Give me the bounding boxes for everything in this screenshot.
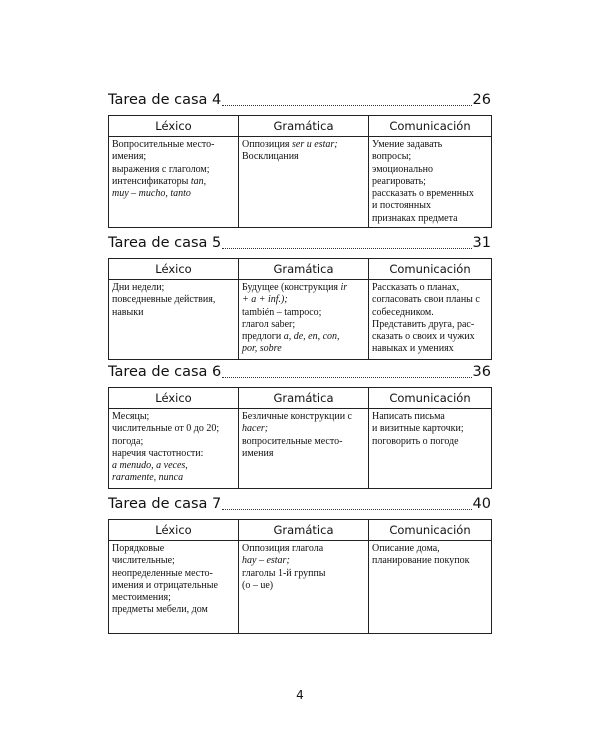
section-title: Tarea de casa 5 bbox=[108, 235, 222, 251]
cell-line bbox=[112, 411, 236, 423]
cell-line bbox=[112, 139, 236, 151]
content-table bbox=[108, 387, 492, 489]
cell-text: погода; bbox=[112, 435, 144, 447]
cell-line bbox=[372, 176, 489, 188]
cell-line bbox=[372, 294, 489, 306]
cell-text: Оппозиция bbox=[242, 139, 293, 150]
cell-text: и постоянных bbox=[372, 200, 431, 212]
cell-text: Написать письма bbox=[372, 411, 445, 422]
cell-line bbox=[242, 151, 366, 163]
cell-line bbox=[372, 164, 489, 176]
cell-text: реагировать; bbox=[372, 175, 426, 187]
cell-line bbox=[372, 555, 489, 567]
cell-line bbox=[242, 580, 366, 592]
cell-lexico bbox=[109, 280, 239, 360]
cell-line bbox=[112, 176, 236, 188]
section-heading bbox=[108, 362, 491, 382]
header-comunicacion: Comunicación bbox=[369, 388, 492, 409]
cell-text: предметы мебели, дом bbox=[112, 604, 208, 616]
cell-line bbox=[112, 448, 236, 460]
cell-text: и визитные карточки; bbox=[372, 423, 464, 435]
cell-line bbox=[372, 331, 489, 343]
leader-dots bbox=[222, 508, 471, 510]
section-title: Tarea de casa 7 bbox=[108, 496, 222, 512]
cell-text: Порядковые bbox=[112, 543, 165, 554]
cell-line bbox=[242, 568, 366, 580]
cell-text: рассказать о временных bbox=[372, 188, 474, 200]
cell-gramatica bbox=[239, 409, 369, 489]
cell-line bbox=[112, 568, 236, 580]
cell-text: Месяцы; bbox=[112, 411, 150, 422]
cell-text: Будущее (конструкция bbox=[242, 282, 341, 293]
cell-comunicacion bbox=[369, 541, 492, 634]
cell-text: (o – ue) bbox=[242, 579, 274, 591]
cell-italic-text: hay – estar; bbox=[242, 555, 290, 567]
cell-text: числительные от 0 до 20; bbox=[112, 423, 220, 435]
cell-line bbox=[112, 307, 236, 319]
section-page: 40 bbox=[472, 496, 491, 512]
cell-line bbox=[372, 423, 489, 435]
cell-text: сказать о своих и чужих bbox=[372, 331, 475, 343]
header-comunicacion: Comunicación bbox=[369, 520, 492, 541]
cell-text: Вопросительные место- bbox=[112, 139, 215, 150]
cell-text: Безличные конструкции с bbox=[242, 411, 352, 422]
cell-line bbox=[112, 423, 236, 435]
cell-line bbox=[112, 460, 236, 472]
cell-text: Оппозиция глагола bbox=[242, 543, 324, 554]
cell-line bbox=[112, 592, 236, 604]
cell-line bbox=[372, 307, 489, 319]
cell-line bbox=[242, 423, 366, 435]
header-lexico: Léxico bbox=[109, 116, 239, 137]
cell-text: навыках и умениях bbox=[372, 343, 454, 355]
cell-text: Дни недели; bbox=[112, 282, 165, 293]
header-gramatica: Gramática bbox=[239, 116, 369, 137]
cell-text: собеседником. bbox=[372, 306, 434, 318]
header-comunicacion: Comunicación bbox=[369, 259, 492, 280]
cell-text: вопросительные место- bbox=[242, 435, 343, 447]
cell-line bbox=[112, 472, 236, 484]
header-gramatica: Gramática bbox=[239, 259, 369, 280]
cell-text: вопросы; bbox=[372, 151, 412, 163]
cell-italic-text: muy – mucho, tanto bbox=[112, 188, 191, 200]
cell-line bbox=[372, 151, 489, 163]
cell-gramatica bbox=[239, 137, 369, 228]
cell-italic-text: + a + inf.); bbox=[242, 294, 288, 306]
cell-text: навыки bbox=[112, 306, 144, 318]
cell-line bbox=[112, 436, 236, 448]
leader-dots bbox=[222, 376, 471, 378]
cell-line bbox=[242, 436, 366, 448]
cell-text: признаках предмета bbox=[372, 212, 458, 224]
cell-line bbox=[372, 188, 489, 200]
cell-lexico bbox=[109, 409, 239, 489]
cell-italic-text: a menudo, a veces, bbox=[112, 460, 188, 472]
cell-comunicacion bbox=[369, 137, 492, 228]
cell-line bbox=[112, 294, 236, 306]
header-gramatica: Gramática bbox=[239, 388, 369, 409]
cell-line bbox=[242, 282, 366, 294]
cell-line bbox=[242, 331, 366, 343]
cell-line bbox=[372, 543, 489, 555]
cell-line bbox=[242, 543, 366, 555]
cell-line bbox=[372, 200, 489, 212]
cell-italic-text: raramente, nunca bbox=[112, 472, 184, 484]
cell-text: Описание дома, bbox=[372, 543, 440, 554]
content-table bbox=[108, 115, 492, 228]
cell-italic-text: ser u estar; bbox=[292, 139, 338, 150]
leader-dots bbox=[222, 247, 471, 249]
section-page: 36 bbox=[472, 364, 491, 380]
cell-text: también – tampoco; bbox=[242, 306, 322, 318]
cell-line bbox=[372, 411, 489, 423]
cell-text: местоимения; bbox=[112, 592, 171, 604]
section-title: Tarea de casa 6 bbox=[108, 364, 222, 380]
section-heading bbox=[108, 233, 491, 253]
cell-text: Представить друга, рас- bbox=[372, 318, 475, 330]
cell-text: имения и отрицательные bbox=[112, 579, 218, 591]
cell-text: глагол saber; bbox=[242, 318, 296, 330]
cell-comunicacion bbox=[369, 409, 492, 489]
cell-line bbox=[112, 555, 236, 567]
cell-italic-text: a, de, en, con, bbox=[283, 331, 340, 343]
header-gramatica: Gramática bbox=[239, 520, 369, 541]
cell-text: интенсификаторы bbox=[112, 175, 191, 187]
page-number: 4 bbox=[296, 688, 304, 702]
cell-italic-text: ir bbox=[340, 282, 348, 293]
header-lexico: Léxico bbox=[109, 520, 239, 541]
cell-line bbox=[242, 411, 366, 423]
content-table bbox=[108, 519, 492, 634]
header-lexico: Léxico bbox=[109, 259, 239, 280]
cell-line bbox=[112, 604, 236, 616]
cell-text: согласовать свои планы с bbox=[372, 294, 480, 306]
cell-line bbox=[242, 555, 366, 567]
cell-comunicacion bbox=[369, 280, 492, 360]
cell-line bbox=[372, 139, 489, 151]
header-lexico: Léxico bbox=[109, 388, 239, 409]
cell-line bbox=[242, 139, 366, 151]
section-page: 26 bbox=[472, 92, 491, 108]
cell-line bbox=[242, 448, 366, 460]
cell-text: наречия частотности: bbox=[112, 447, 204, 459]
cell-text: имения bbox=[242, 447, 274, 459]
cell-text: Рассказать о планах, bbox=[372, 282, 460, 293]
cell-text: поговорить о погоде bbox=[372, 435, 459, 447]
cell-text: имения; bbox=[112, 151, 147, 163]
cell-line bbox=[112, 151, 236, 163]
cell-line bbox=[112, 282, 236, 294]
cell-italic-text: hacer; bbox=[242, 423, 269, 435]
cell-lexico bbox=[109, 137, 239, 228]
cell-line bbox=[372, 319, 489, 331]
cell-line bbox=[242, 319, 366, 331]
cell-text: Умение задавать bbox=[372, 139, 443, 150]
header-comunicacion: Comunicación bbox=[369, 116, 492, 137]
section-title: Tarea de casa 4 bbox=[108, 92, 222, 108]
cell-text: числительные; bbox=[112, 555, 175, 567]
section-heading bbox=[108, 90, 491, 110]
cell-italic-text: por, sobre bbox=[242, 343, 282, 355]
cell-italic-text: tan, bbox=[190, 175, 207, 187]
cell-line bbox=[242, 343, 366, 355]
cell-lexico bbox=[109, 541, 239, 634]
cell-line bbox=[372, 343, 489, 355]
cell-text: Восклицания bbox=[242, 151, 299, 163]
cell-text: планирование покупок bbox=[372, 555, 470, 567]
cell-gramatica bbox=[239, 541, 369, 634]
cell-line bbox=[372, 213, 489, 225]
cell-text: выражения с глаголом; bbox=[112, 163, 210, 175]
cell-line bbox=[112, 580, 236, 592]
cell-text: неопределенные место- bbox=[112, 567, 213, 579]
cell-line bbox=[372, 282, 489, 294]
cell-text: предлоги bbox=[242, 331, 284, 343]
cell-text: эмоционально bbox=[372, 163, 434, 175]
cell-line bbox=[112, 543, 236, 555]
cell-line bbox=[242, 307, 366, 319]
section-page: 31 bbox=[472, 235, 491, 251]
leader-dots bbox=[222, 104, 471, 106]
cell-line bbox=[242, 294, 366, 306]
cell-line bbox=[112, 164, 236, 176]
cell-line bbox=[112, 188, 236, 200]
content-table bbox=[108, 258, 492, 360]
cell-line bbox=[372, 436, 489, 448]
cell-text: повседневные действия, bbox=[112, 294, 216, 306]
section-heading bbox=[108, 494, 491, 514]
cell-text: глаголы 1-й группы bbox=[242, 567, 326, 579]
cell-gramatica bbox=[239, 280, 369, 360]
